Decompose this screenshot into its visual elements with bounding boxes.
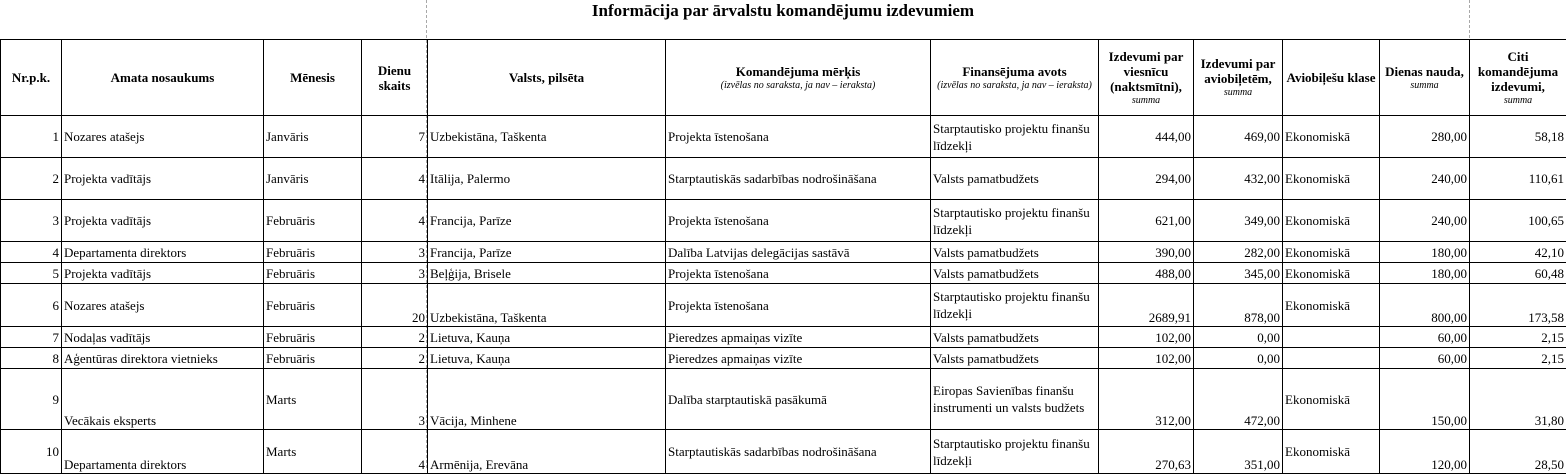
cell-dienas: 150,00 <box>1380 369 1470 430</box>
cell-klase <box>1283 348 1380 369</box>
cell-avots: Valsts pamatbudžets <box>931 327 1099 348</box>
cell-dienas: 800,00 <box>1380 284 1470 327</box>
cell-klase: Ekonomiskā <box>1283 369 1380 430</box>
cell-citi: 28,50 <box>1470 430 1566 474</box>
cell-dienas: 60,00 <box>1380 327 1470 348</box>
cell-klase: Ekonomiskā <box>1283 116 1380 158</box>
cell-merkis: Pieredzes apmaiņas vizīte <box>666 327 931 348</box>
cell-viesnica: 488,00 <box>1099 263 1194 284</box>
col-dienas-header <box>1380 40 1470 116</box>
table-row <box>1 284 1566 327</box>
cell-citi: 60,48 <box>1470 263 1566 284</box>
cell-amats: Aģentūras direktora vietnieks <box>62 348 264 369</box>
cell-valsts: Uzbekistāna, Taškenta <box>428 116 666 158</box>
cell-avots: Valsts pamatbudžets <box>931 348 1099 369</box>
cell-nr: 2 <box>1 158 62 200</box>
cell-aviobiletes: 432,00 <box>1194 158 1283 200</box>
cell-merkis: Projekta īstenošana <box>666 200 931 242</box>
cell-viesnica: 270,63 <box>1099 430 1194 474</box>
cell-menesis: Februāris <box>264 263 362 284</box>
col-merkis-header <box>666 40 931 116</box>
cell-viesnica: 294,00 <box>1099 158 1194 200</box>
cell-dienas: 60,00 <box>1380 348 1470 369</box>
cell-dienas: 120,00 <box>1380 430 1470 474</box>
cell-merkis: Projekta īstenošana <box>666 263 931 284</box>
cell-avots: Valsts pamatbudžets <box>931 263 1099 284</box>
col-citi-sub: summa <box>1472 94 1564 107</box>
cell-amats: Nozares atašejs <box>62 116 264 158</box>
cell-citi: 42,10 <box>1470 242 1566 263</box>
table-row <box>1 327 1566 348</box>
col-valsts-header: Valsts, pilsēta <box>428 40 666 116</box>
cell-avots: Eiropas Savienības finanšu instrumenti un valsts budžets <box>931 369 1099 430</box>
cell-merkis: Starptautiskās sadarbības nodrošināšana <box>666 158 931 200</box>
cell-amats: Nozares atašejs <box>62 284 264 327</box>
cell-aviobiletes: 349,00 <box>1194 200 1283 242</box>
header-row <box>1 40 1566 116</box>
cell-dienas: 180,00 <box>1380 242 1470 263</box>
cell-dienu: 7 <box>362 116 428 158</box>
cell-klase: Ekonomiskā <box>1283 263 1380 284</box>
cell-dienas: 280,00 <box>1380 116 1470 158</box>
cell-citi: 100,65 <box>1470 200 1566 242</box>
cell-viesnica: 102,00 <box>1099 327 1194 348</box>
page-title: Informācija par ārvalstu komandējumu izdevumiem <box>0 0 1566 22</box>
cell-dienu: 3 <box>362 263 428 284</box>
table-row <box>1 158 1566 200</box>
cell-menesis: Februāris <box>264 327 362 348</box>
cell-klase: Ekonomiskā <box>1283 284 1380 327</box>
col-amats-header: Amata nosaukums <box>62 40 264 116</box>
cell-avots: Starptautisko projektu finanšu līdzekļi <box>931 116 1099 158</box>
cell-valsts: Lietuva, Kauņa <box>428 348 666 369</box>
cell-valsts: Itālija, Palermo <box>428 158 666 200</box>
cell-nr: 6 <box>1 284 62 327</box>
cell-valsts: Lietuva, Kauņa <box>428 327 666 348</box>
cell-dienu: 4 <box>362 430 428 474</box>
table-row <box>1 116 1566 158</box>
cell-avots: Valsts pamatbudžets <box>931 242 1099 263</box>
cell-citi: 58,18 <box>1470 116 1566 158</box>
col-avots-header <box>931 40 1099 116</box>
cell-merkis: Dalība Latvijas delegācijas sastāvā <box>666 242 931 263</box>
cell-dienu: 4 <box>362 158 428 200</box>
cell-viesnica: 621,00 <box>1099 200 1194 242</box>
cell-dienu: 2 <box>362 327 428 348</box>
cell-aviobiletes: 345,00 <box>1194 263 1283 284</box>
cell-viesnica: 2689,91 <box>1099 284 1194 327</box>
cell-citi: 110,61 <box>1470 158 1566 200</box>
cell-nr: 8 <box>1 348 62 369</box>
cell-dienas: 240,00 <box>1380 200 1470 242</box>
cell-aviobiletes: 282,00 <box>1194 242 1283 263</box>
table-row <box>1 242 1566 263</box>
cell-dienu: 3 <box>362 369 428 430</box>
cell-klase: Ekonomiskā <box>1283 200 1380 242</box>
cell-menesis: Marts <box>264 430 362 474</box>
cell-dienu: 20 <box>362 284 428 327</box>
cell-merkis: Pieredzes apmaiņas vizīte <box>666 348 931 369</box>
cell-klase: Ekonomiskā <box>1283 242 1380 263</box>
cell-avots: Starptautisko projektu finanšu līdzekļi <box>931 284 1099 327</box>
cell-valsts: Armēnija, Erevāna <box>428 430 666 474</box>
cell-nr: 3 <box>1 200 62 242</box>
table-row <box>1 348 1566 369</box>
cell-amats: Projekta vadītājs <box>62 200 264 242</box>
cell-merkis: Starptautiskās sadarbības nodrošināšana <box>666 430 931 474</box>
cell-aviobiletes: 469,00 <box>1194 116 1283 158</box>
table-row <box>1 430 1566 474</box>
col-klase-header: Aviobiļešu klase <box>1283 40 1380 116</box>
col-dienas-label: Dienas nauda, <box>1385 64 1464 79</box>
cell-citi: 31,80 <box>1470 369 1566 430</box>
col-aviobiletes-sub: summa <box>1196 86 1280 99</box>
cell-klase: Ekonomiskā <box>1283 430 1380 474</box>
table-row <box>1 263 1566 284</box>
col-viesnica-header <box>1099 40 1194 116</box>
col-dienas-sub: summa <box>1382 79 1467 92</box>
cell-valsts: Francija, Parīze <box>428 200 666 242</box>
cell-aviobiletes: 351,00 <box>1194 430 1283 474</box>
expenses-table <box>0 39 1566 474</box>
cell-amats: Departamenta direktors <box>62 242 264 263</box>
cell-nr: 10 <box>1 430 62 474</box>
cell-menesis: Janvāris <box>264 158 362 200</box>
col-viesnica-label: Izdevumi par viesnīcu (naktsmītni), <box>1109 49 1184 94</box>
col-aviobiletes-label: Izdevumi par aviobiļetēm, <box>1201 56 1276 86</box>
cell-avots: Starptautisko projektu finanšu līdzekļi <box>931 430 1099 474</box>
cell-valsts: Vācija, Minhene <box>428 369 666 430</box>
cell-amats: Projekta vadītājs <box>62 158 264 200</box>
col-nr-header: Nr.p.k. <box>1 40 62 116</box>
cell-klase <box>1283 327 1380 348</box>
cell-viesnica: 312,00 <box>1099 369 1194 430</box>
col-merkis-label: Komandējuma mērķis <box>736 64 861 79</box>
col-avots-label: Finansējuma avots <box>962 64 1066 79</box>
col-menesis-header: Mēnesis <box>264 40 362 116</box>
cell-nr: 1 <box>1 116 62 158</box>
cell-amats: Projekta vadītājs <box>62 263 264 284</box>
cell-dienas: 180,00 <box>1380 263 1470 284</box>
cell-menesis: Februāris <box>264 284 362 327</box>
cell-nr: 4 <box>1 242 62 263</box>
col-citi-header <box>1470 40 1566 116</box>
cell-merkis: Dalība starptautiskā pasākumā <box>666 369 931 430</box>
cell-klase: Ekonomiskā <box>1283 158 1380 200</box>
cell-viesnica: 102,00 <box>1099 348 1194 369</box>
cell-citi: 173,58 <box>1470 284 1566 327</box>
table-row <box>1 200 1566 242</box>
cell-viesnica: 390,00 <box>1099 242 1194 263</box>
cell-citi: 2,15 <box>1470 348 1566 369</box>
cell-merkis: Projekta īstenošana <box>666 284 931 327</box>
cell-valsts: Francija, Parīze <box>428 242 666 263</box>
table-row <box>1 369 1566 430</box>
cell-avots: Starptautisko projektu finanšu līdzekļi <box>931 200 1099 242</box>
cell-menesis: Februāris <box>264 348 362 369</box>
cell-nr: 5 <box>1 263 62 284</box>
col-merkis-sub: (izvēlas no saraksta, ja nav – ieraksta) <box>668 79 928 92</box>
cell-menesis: Janvāris <box>264 116 362 158</box>
cell-aviobiletes: 472,00 <box>1194 369 1283 430</box>
cell-nr: 7 <box>1 327 62 348</box>
cell-menesis: Marts <box>264 369 362 430</box>
cell-dienu: 3 <box>362 242 428 263</box>
cell-merkis: Projekta īstenošana <box>666 116 931 158</box>
col-dienu-header: Dienu skaits <box>362 40 428 116</box>
col-viesnica-sub: summa <box>1101 94 1191 107</box>
col-aviobiletes-header <box>1194 40 1283 116</box>
cell-viesnica: 444,00 <box>1099 116 1194 158</box>
cell-amats: Vecākais eksperts <box>62 369 264 430</box>
cell-menesis: Februāris <box>264 200 362 242</box>
cell-valsts: Beļģija, Brisele <box>428 263 666 284</box>
cell-amats: Nodaļas vadītājs <box>62 327 264 348</box>
col-citi-label: Citi komandējuma izdevumi, <box>1478 49 1558 94</box>
cell-aviobiletes: 0,00 <box>1194 327 1283 348</box>
cell-dienu: 4 <box>362 200 428 242</box>
col-avots-sub: (izvēlas no saraksta, ja nav – ieraksta) <box>933 79 1096 92</box>
cell-avots: Valsts pamatbudžets <box>931 158 1099 200</box>
cell-amats: Departamenta direktors <box>62 430 264 474</box>
cell-nr: 9 <box>1 369 62 430</box>
cell-menesis: Februāris <box>264 242 362 263</box>
cell-aviobiletes: 0,00 <box>1194 348 1283 369</box>
cell-valsts: Uzbekistāna, Taškenta <box>428 284 666 327</box>
cell-citi: 2,15 <box>1470 327 1566 348</box>
cell-dienas: 240,00 <box>1380 158 1470 200</box>
cell-dienu: 2 <box>362 348 428 369</box>
cell-aviobiletes: 878,00 <box>1194 284 1283 327</box>
